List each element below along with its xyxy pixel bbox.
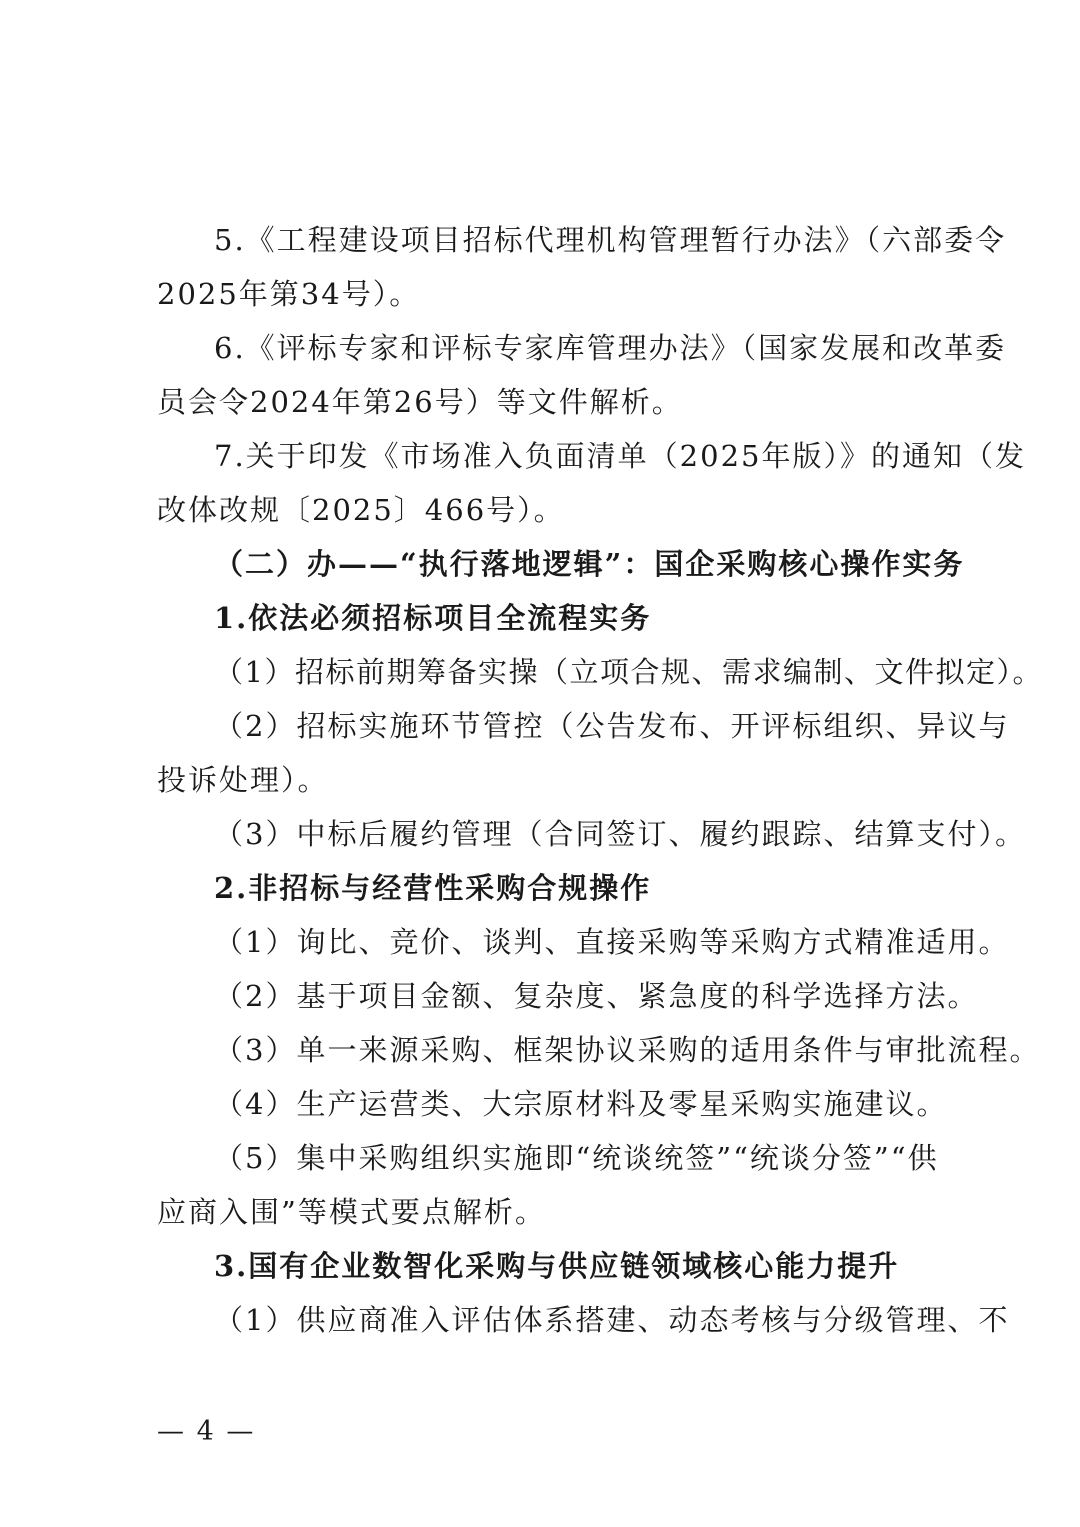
page-number: — 4 — (157, 1416, 256, 1447)
text-line-21: （1）供应商准入评估体系搭建、动态考核与分级管理、不 (214, 1303, 1010, 1337)
text-line-6: 改体改规〔2025〕466号）。 (157, 493, 565, 527)
text-line-9: （1）招标前期筹备实操（立项合规、需求编制、文件拟定）。 (214, 655, 1043, 689)
text-line-12: （3）中标后履约管理（合同签订、履约跟踪、结算支付）。 (214, 817, 1026, 851)
text-line-15: （2）基于项目金额、复杂度、紧急度的科学选择方法。 (214, 979, 979, 1013)
text-line-16: （3）单一来源采购、框架协议采购的适用条件与审批流程。 (214, 1033, 1041, 1067)
text-line-4: 员会令2024年第26号）等文件解析。 (157, 385, 683, 419)
text-line-10: （2）招标实施环节管控（公告发布、开评标组织、异议与 (214, 709, 1010, 743)
text-line-5: 7.关于印发《市场准入负面清单（2025年版）》的通知（发 (214, 439, 1026, 473)
section-heading-2: （二）办——“执行落地逻辑”：国企采购核心操作实务 (214, 547, 965, 581)
subheading-3: 3.国有企业数智化采购与供应链领域核心能力提升 (214, 1249, 900, 1283)
text-line-19: 应商入围”等模式要点解析。 (157, 1195, 546, 1229)
text-line-2: 2025年第34号）。 (157, 277, 421, 311)
text-line-17: （4）生产运营类、大宗原材料及零星采购实施建议。 (214, 1087, 948, 1121)
subheading-1: 1.依法必须招标项目全流程实务 (214, 601, 652, 635)
text-line-3: 6.《评标专家和评标专家库管理办法》（国家发展和改革委 (214, 331, 1007, 365)
text-line-18: （5）集中采购组织实施即“统谈统签”“统谈分签”“供 (214, 1141, 939, 1175)
subheading-2: 2.非招标与经营性采购合规操作 (214, 871, 652, 905)
text-line-14: （1）询比、竞价、谈判、直接采购等采购方式精准适用。 (214, 925, 1010, 959)
text-line-11: 投诉处理）。 (157, 763, 329, 797)
text-line-1: 5.《工程建设项目招标代理机构管理暂行办法》（六部委令 (214, 223, 1007, 257)
